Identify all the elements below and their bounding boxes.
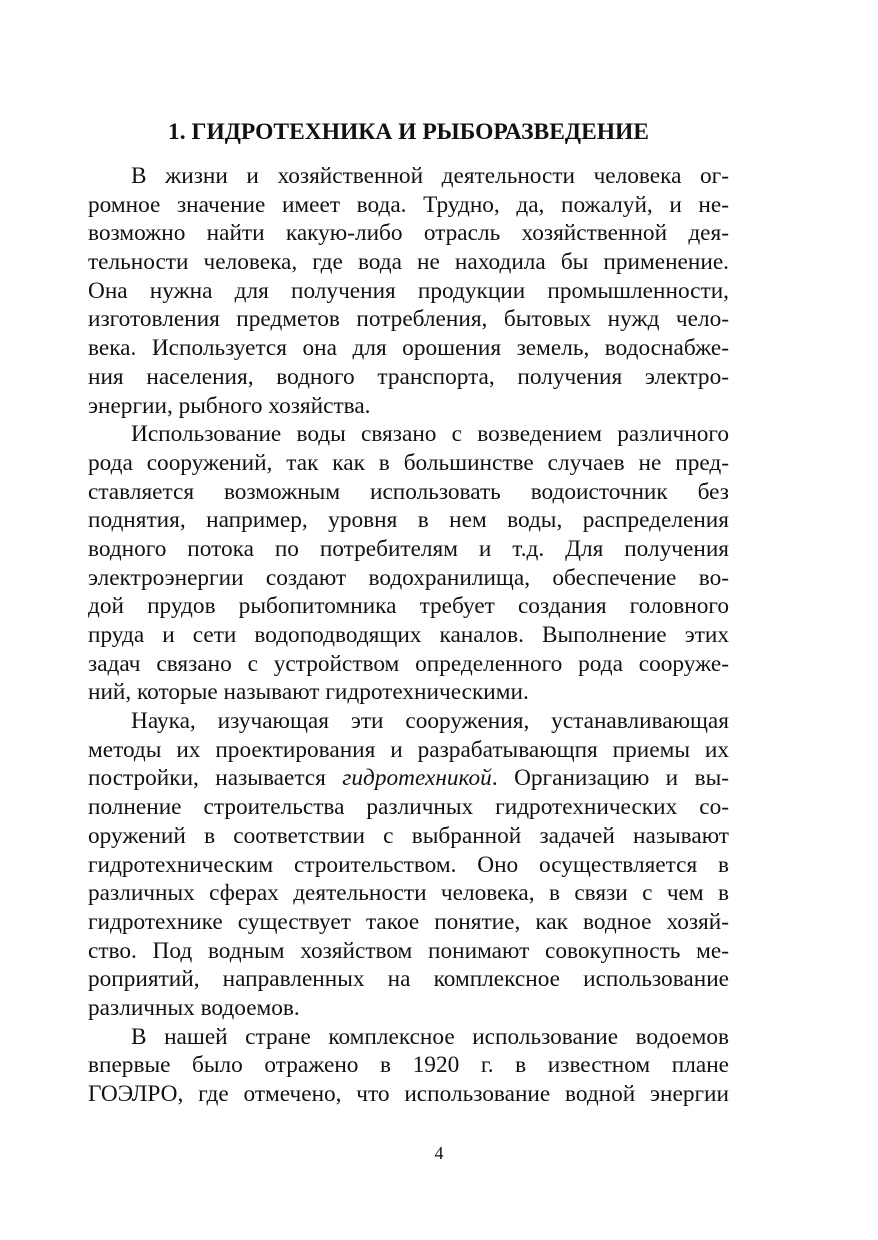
text-fragment: постройки, называется <box>88 765 343 792</box>
text-line: рода сооружений, так как в большинстве случаев не пред- <box>88 449 729 476</box>
text-line: пруда и сети водоподводящих каналов. Выполнение этих <box>88 622 729 648</box>
text-line: поднятия, например, уровня в нем воды, распределения <box>88 507 729 534</box>
text-line: изготовления предметов потребления, бытовых нужд чело- <box>88 306 729 333</box>
paragraph-3 <box>88 707 729 1023</box>
paragraph-2 <box>88 420 729 707</box>
text-line: В нашей стране комплексное использование водоемов <box>131 1023 729 1050</box>
body-text <box>88 162 729 1109</box>
emphasized-term: гидротехникой <box>342 765 492 792</box>
text-fragment: . Организацию и вы- <box>491 765 729 792</box>
text-line: гидротехническим строительством. Оно осуществляется в <box>88 851 729 878</box>
text-line: Она нужна для получения продукции промышленности, <box>88 277 729 304</box>
text-line: В жизни и хозяйственной деятельности человека ог- <box>131 163 729 189</box>
text-line: оружений в соответствии с выбранной задачей называют <box>88 822 729 849</box>
text-line-with-emphasis <box>88 764 729 793</box>
text-line: ний, которые называют гидротехническими. <box>88 679 529 706</box>
text-line: тельности человека, где вода не находила бы применение. <box>88 249 729 276</box>
text-line: энергии, рыбного хозяйства. <box>88 392 371 419</box>
text-line: Наука, изучающая эти сооружения, устанавливающая <box>131 708 729 735</box>
text-line: ставляется возможным использовать водоисточник без <box>88 478 729 505</box>
text-line: ромное значение имеет вода. Трудно, да, пожалуй, и не- <box>88 191 729 218</box>
text-line: методы их проектирования и разрабатывающпя приемы их <box>88 736 729 763</box>
text-line: задач связано с устройством определенного рода сооруже- <box>88 650 729 677</box>
text-line: возможно найти какую-либо отрасль хозяйственной дея- <box>88 220 729 247</box>
text-line: электроэнергии создают водохранилища, обеспечение во- <box>88 564 729 591</box>
text-line: водного потока по потребителям и т.д. Для получения <box>88 535 729 562</box>
text-line: впервые было отражено в 1920 г. в известном плане <box>88 1052 729 1079</box>
paragraph-4 <box>88 1023 729 1109</box>
text-line: Использование воды связано с возведением различного <box>131 421 729 448</box>
paragraph-1 <box>88 162 729 420</box>
text-line: дой прудов рыбопитомника требует создания головного <box>88 593 729 620</box>
text-line: века. Используется она для орошения земель, водоснабже- <box>88 335 729 362</box>
text-line: ния населения, водного транспорта, получения электро- <box>88 363 729 390</box>
text-line: роприятий, направленных на комплексное использование <box>88 966 729 993</box>
section-heading: 1. ГИДРОТЕХНИКА И РЫБОРАЗВЕДЕНИЕ <box>168 119 649 145</box>
text-line: полнение строительства различных гидротехнических со- <box>88 794 729 821</box>
text-line: гидротехнике существует такое понятие, как водное хозяй- <box>88 908 729 935</box>
text-line: различных сферах деятельности человека, в связи с чем в <box>88 880 729 907</box>
text-line: ство. Под водным хозяйством понимают совокупность ме- <box>88 937 729 964</box>
text-line: различных водоемов. <box>88 994 300 1021</box>
text-line: ГОЭЛРО, где отмечено, что использование водной энергии <box>88 1081 729 1107</box>
page-number: 4 <box>434 1143 444 1163</box>
